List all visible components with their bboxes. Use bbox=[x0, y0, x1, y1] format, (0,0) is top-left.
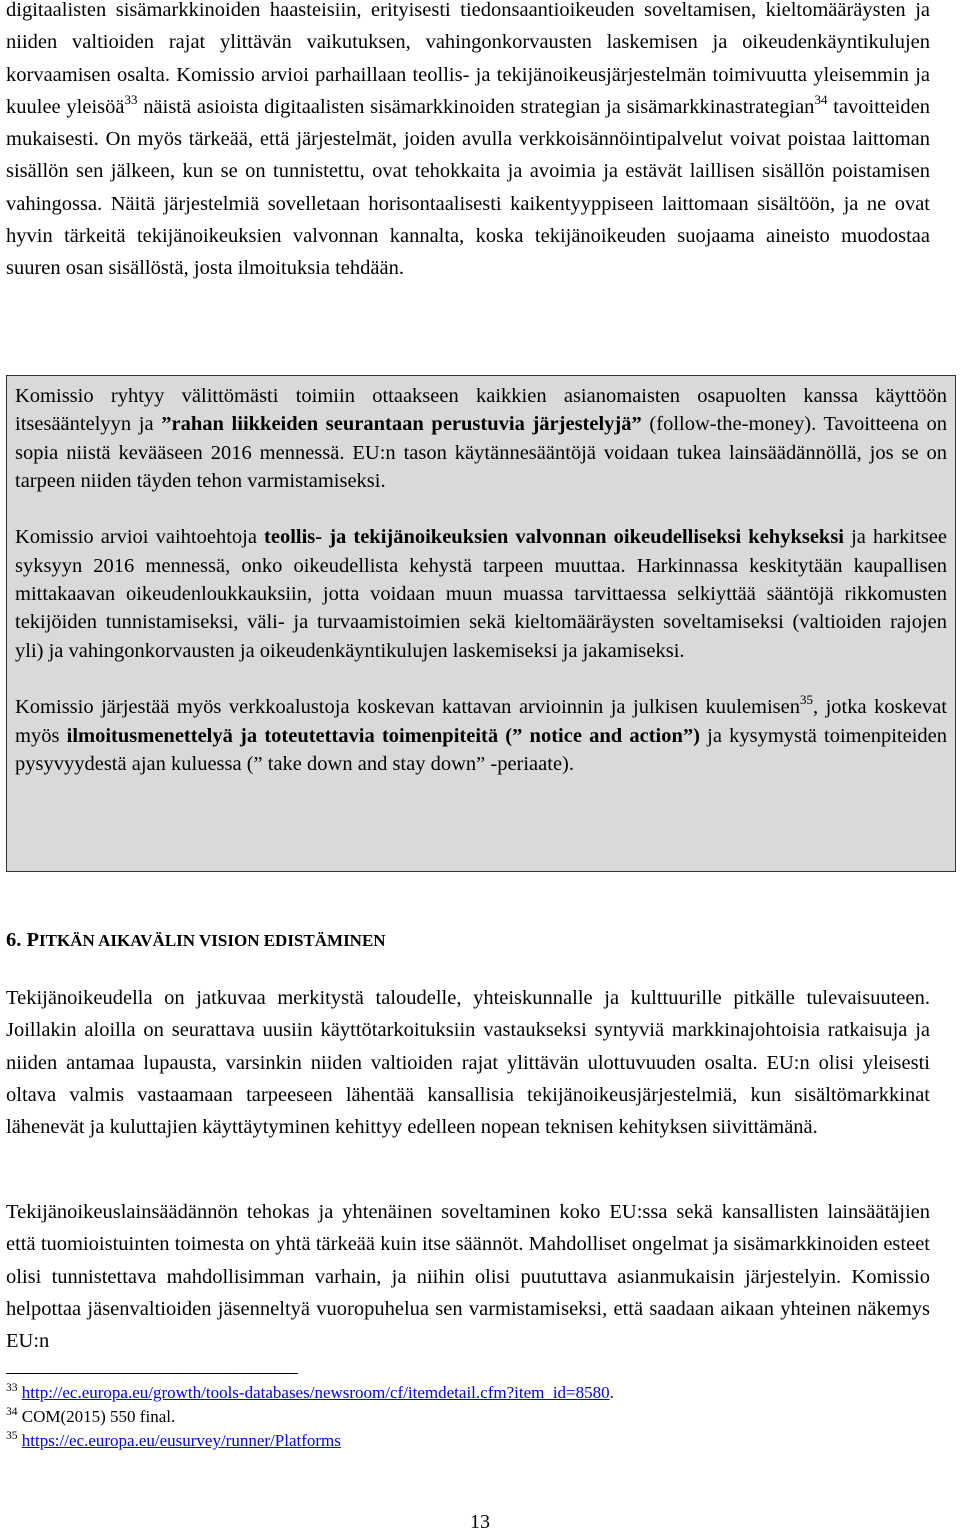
footnote-ref-33[interactable]: 33 bbox=[124, 91, 138, 107]
footnote-link-35[interactable]: https://ec.europa.eu/eusurvey/runner/Platforms bbox=[21, 1431, 341, 1450]
section-para2-text: Tekijänoikeuslainsäädännön tehokas ja yhtenäinen soveltaminen koko EU:ssa sekä kansallisten lainsäätäjien että tuomioistuinten toimesta on yhtä tärkeää kuin itse säännöt. Mahdolliset ongelmat ja sisämarkkinoiden esteet olisi tunnistettava mahdollisimman varhain, ja niihin olisi puututtava asianmukaisin järjestelyin. Komissio helpottaa jäsenvaltioiden jäsenneltyä vuoropuhelua sen varmistamiseksi, että saadaan aikaan yhteinen näkemys EU:n bbox=[6, 1201, 930, 1353]
box-p2-text-end: ja harkitsee syksyyn 2016 mennessä, onko oikeudellista kehystä tarpeen muuttaa. Harkinnassa keskitytään kaupallisen mittakaavan oikeudenloukkauksiin, jotta voidaan muun muassa tarvittaessa selkiyttää sääntöjä rikkomusten tekijöiden tunnistamiseksi, väli- ja turvaamistoimien sekä kieltomääräysten soveltamiseksi (valtioiden rajojen yli) ja vahingonkorvausten ja oikeudenkäyntikulujen laskemiseksi ja jakamiseksi. bbox=[15, 526, 947, 662]
box-p3-text-mid: , jotka koskevat myös bbox=[15, 696, 947, 747]
footnote-number: 33 bbox=[6, 1382, 18, 1394]
section-paragraph-1 bbox=[6, 982, 930, 1143]
footnote-ref-34[interactable]: 34 bbox=[814, 91, 828, 107]
box-p1-bold: ”rahan liikkeiden seurantaan perustuvia järjestelyjä” bbox=[161, 413, 642, 436]
box-paragraph-3 bbox=[15, 693, 947, 778]
page-number: 13 bbox=[470, 1511, 490, 1533]
box-p1-text-end: (follow-the-money). Tavoitteena on sopia niistä kevääseen 2016 mennessä. EU:n tason käytännesääntöjä voidaan tukea lainsäädännöllä, jos se on tarpeen niiden täyden tehon varmistamiseksi. bbox=[15, 413, 947, 492]
footnote-ref-35[interactable]: 35 bbox=[799, 692, 813, 708]
footnote-punct: . bbox=[609, 1383, 614, 1402]
footnote-link-33[interactable]: http://ec.europa.eu/growth/tools-databases/newsroom/cf/itemdetail.cfm?item_id=8580 bbox=[21, 1383, 610, 1402]
box-p2-text: Komissio arvioi vaihtoehtoja bbox=[15, 526, 265, 549]
footnotes bbox=[6, 1381, 614, 1453]
footnote-34 bbox=[6, 1405, 614, 1429]
intro-text-1: digitaalisten sisämarkkinoiden haasteisiin, erityisesti tiedonsaantioikeuden soveltamisen, kieltomääräysten ja niiden valtioiden rajat ylittävän vaikutuksen, vahingonkorvausten laskemisen ja oikeudenkäyntikulujen korvaamisen osalta. Komissio arvioi parhaillaan teollis- ja tekijänoikeusjärjestelmän toimivuutta yleisemmin ja kuulee yleisöä bbox=[6, 0, 930, 118]
intro-text-3: tavoitteiden mukaisesti. On myös tärkeää, että järjestelmät, joiden avulla verkkoisännöintipalvelut voivat poistaa laittoman sisällön sen jälkeen, kun se on tunnistettu, ovat tehokkaita ja avoimia ja estävät laillisen sisällön poistamisen vahingossa. Näitä järjestelmiä sovelletaan horisontaalisesti kaikentyyppiseen laittomaan sisältöön, ja ne ovat hyvin tärkeitä tekijänoikeuksien valvonnan kannalta, koska tekijänoikeuden suojaama aineisto muodostaa suuren osan sisällöstä, josta ilmoituksia tehdään. bbox=[6, 95, 930, 280]
footnote-35 bbox=[6, 1429, 614, 1453]
box-paragraph-2 bbox=[15, 523, 947, 664]
section-paragraph-2 bbox=[6, 1196, 930, 1357]
footnote-text-34: COM(2015) 550 final. bbox=[21, 1407, 176, 1426]
footnote-number: 34 bbox=[6, 1406, 18, 1418]
box-p3-bold: ilmoitusmenettelyä ja toteutettavia toimenpiteitä (” notice and action”) bbox=[66, 724, 700, 747]
section-title: ITKÄN AIKAVÄLIN VISION EDISTÄMINEN bbox=[39, 931, 386, 950]
box-p3-text: Komissio järjestää myös verkkoalustoja koskevan kattavan arvioinnin ja julkisen kuulemisen bbox=[15, 696, 800, 719]
footnote-divider bbox=[6, 1373, 298, 1374]
footnote-33 bbox=[6, 1381, 614, 1405]
footnote-number: 35 bbox=[6, 1430, 18, 1442]
section-heading bbox=[6, 929, 386, 952]
box-p1-text: Komissio ryhtyy välittömästi toimiin ottaakseen kaikkien asianomaisten osapuolten kanssa käyttöön itsesääntelyyn ja bbox=[15, 385, 947, 436]
box-p2-bold: teollis- ja tekijänoikeuksien valvonnan oikeudelliseksi kehykseksi bbox=[264, 526, 845, 549]
box-p3-text-end: ja kysymystä toimenpiteiden pysyvyydestä ajan kuluessa (” take down and stay down” -periaate). bbox=[15, 724, 947, 775]
intro-paragraph bbox=[6, 0, 930, 285]
box-paragraph-1 bbox=[15, 382, 947, 495]
section-number: 6. P bbox=[6, 929, 40, 951]
section-para1-text: Tekijänoikeudella on jatkuvaa merkitystä taloudelle, yhteiskunnalle ja kulttuurille pitkälle tulevaisuuteen. Joillakin aloilla on seurattava uusiin käyttötarkoituksiin vastaukseksi syntyviä markkinajohtoisia ratkaisuja ja niiden antamaa lupausta, varsinkin niiden valtioiden rajat ylittävän ulottuvuuden osalta. EU:n olisi yleisesti oltava valmis vastaamaan tarpeeseen lähentää kansallisia tekijänoikeusjärjestelmiä, kun sisältömarkkinat lähenevät ja kuluttajien käyttäytyminen kehittyy edelleen nopean teknisen kehityksen siivittämänä. bbox=[6, 987, 930, 1139]
intro-text-2: näistä asioista digitaalisten sisämarkkinoiden strategian ja sisämarkkinastrategian bbox=[137, 95, 815, 118]
highlight-box bbox=[6, 375, 956, 872]
